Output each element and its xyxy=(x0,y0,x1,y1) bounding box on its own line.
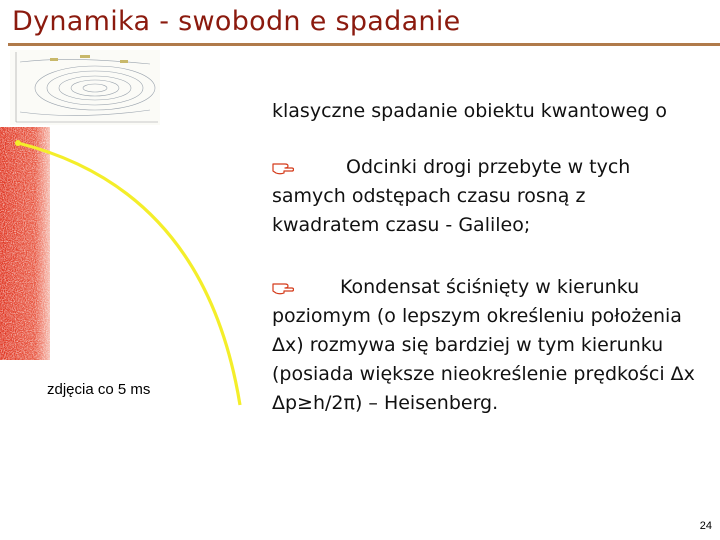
figure-caption: zdjęcia co 5 ms xyxy=(47,381,151,398)
page-number: 24 xyxy=(699,520,712,532)
slide-title: Dynamika - swobodn e spadanie xyxy=(12,6,461,37)
bullet-item-heisenberg xyxy=(272,273,714,418)
condensate-photo-strip xyxy=(0,127,50,360)
bullet-text-heisenberg: Kondensat ściśnięty w kierunku poziomym (o lepszym określeniu położenia Δx) rozmywa się bardziej w tym kierunku (posiada większe nieokreślenie prędkości Δx Δp≥h/2π) – Heisenberg. xyxy=(272,276,695,414)
bullet-text-galileo: Odcinki drogi przebyte w tych samych odstępach czasu rosną z kwadratem czasu - Galileo; xyxy=(272,156,631,236)
heading-text: klasyczne spadanie obiektu kwantoweg o xyxy=(272,100,668,122)
title-divider xyxy=(8,43,720,46)
contour-plot-image xyxy=(10,50,160,125)
pointing-hand-icon xyxy=(272,161,294,175)
pointing-hand-icon xyxy=(272,281,294,295)
bullet-item-galileo xyxy=(272,153,692,240)
